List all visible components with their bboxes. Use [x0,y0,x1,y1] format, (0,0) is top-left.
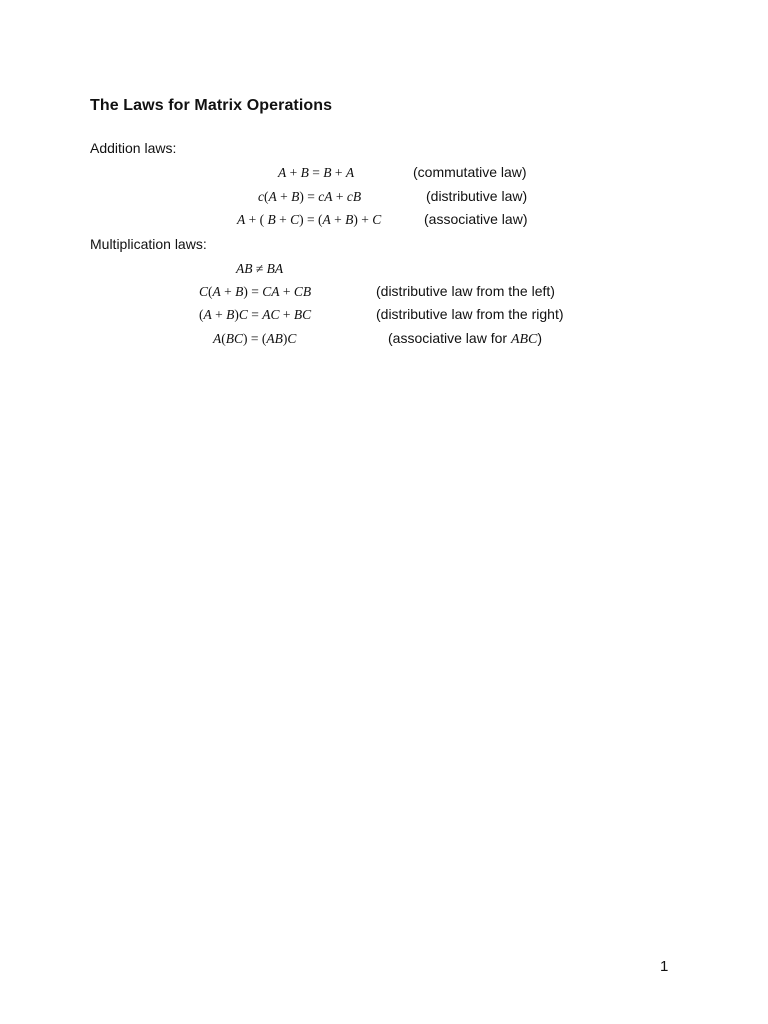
addition-laws-label: Addition laws: [90,140,177,156]
multiplication-formula-associative: A(BC) = (AB)C [213,331,297,346]
addition-law-commutative: (commutative law) [413,164,527,180]
law-associative-variable: ABC [510,332,538,347]
page-number: 1 [660,958,669,975]
multiplication-laws-label: Multiplication laws: [90,236,207,252]
multiplication-formula-left-distributive: C(A + B) = CA + CB [199,284,312,299]
addition-law-associative: (associative law) [424,211,528,227]
addition-formula-associative: A + ( B + C) = (A + B) + C [237,212,382,227]
addition-law-distributive: (distributive law) [426,188,528,204]
addition-formula-commutative: A + B = B + A [278,165,355,180]
law-associative-prefix: (associative law for [388,330,511,346]
multiplication-law-right-distributive: (distributive law from the right) [376,306,564,322]
law-associative-suffix: ) [537,330,543,346]
page-title: The Laws for Matrix Operations [90,97,333,114]
multiplication-formula-right-distributive: (A + B)C = AC + BC [199,307,312,322]
multiplication-law-associative [388,330,542,348]
addition-formula-distributive: c(A + B) = cA + cB [258,189,362,204]
multiplication-law-left-distributive: (distributive law from the left) [376,283,555,299]
multiplication-formula-noncommutative: AB ≠ BA [236,261,284,276]
